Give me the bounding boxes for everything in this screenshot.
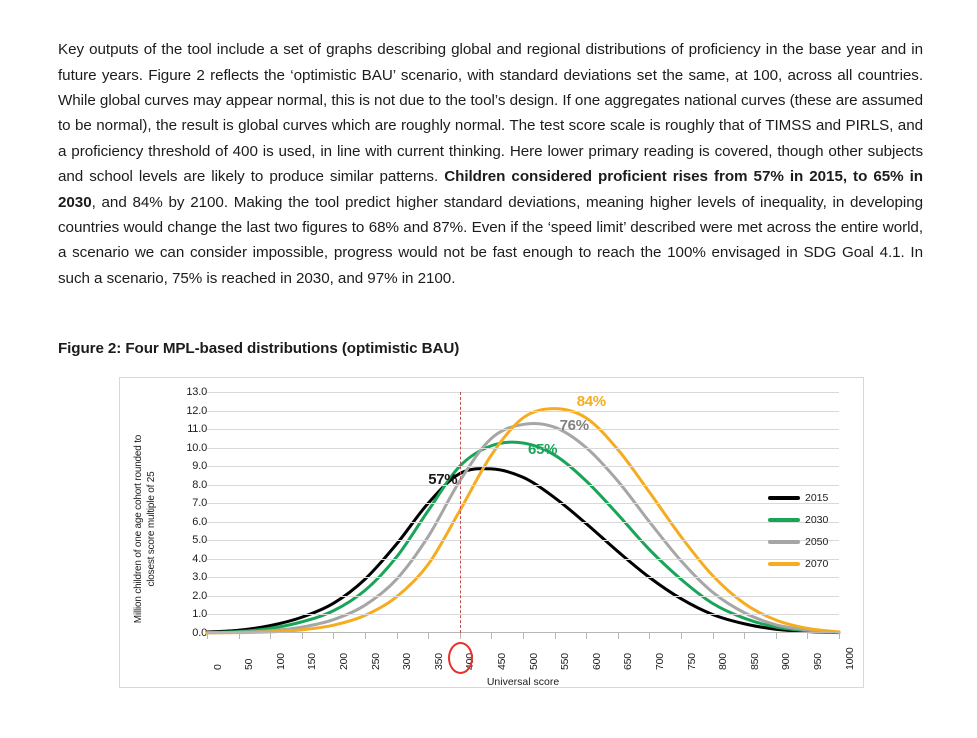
y-tick-label: 11.0 — [187, 423, 207, 436]
paragraph-run-2: , and 84% by 2100. Making the tool predict higher standard deviations, meaning higher levels of inequality, in developing countries would change the last two figures to 68% and 87%. Even if the ‘speed limit’ described were met across the entire world, a scenario we can consider impossible, progress would not be fast enough to reach the 100% envisaged in SDG Goal 4.1. In such a scenario, 75% is reached in 2030, and 97% in 2100. — [58, 193, 923, 287]
plot-area — [207, 392, 839, 633]
paragraph-run-1: Children considered proficient rises from 57% in 2015, to 65% in 2030 — [58, 168, 924, 211]
y-tick-label: 5.0 — [192, 534, 207, 547]
curve-2015 — [207, 469, 839, 633]
x-tick-label-0: 0 — [211, 664, 224, 670]
proficiency-threshold-line — [460, 392, 461, 633]
x-tick-mark — [460, 633, 461, 639]
x-tick-mark — [365, 633, 366, 639]
x-tick-mark — [428, 633, 429, 639]
gridline — [207, 411, 839, 412]
x-tick-label-100: 100 — [274, 653, 287, 670]
legend-swatch-2070 — [768, 562, 800, 566]
y-tick-label: 4.0 — [192, 552, 207, 565]
curve-label-2050: 76% — [559, 417, 589, 435]
gridline — [207, 577, 839, 578]
x-tick-label-750: 750 — [685, 653, 698, 670]
x-tick-label-650: 650 — [622, 653, 635, 670]
y-axis-ticks — [120, 378, 207, 687]
x-tick-label-850: 850 — [748, 653, 761, 670]
legend-item-2015 — [768, 487, 860, 509]
x-tick-mark — [270, 633, 271, 639]
x-tick-label-950: 950 — [811, 653, 824, 670]
x-tick-mark — [618, 633, 619, 639]
gridline — [207, 503, 839, 504]
x-tick-label-300: 300 — [401, 653, 414, 670]
figure-caption: Figure 2: Four MPL-based distributions (optimistic BAU) — [58, 340, 460, 357]
x-tick-label-450: 450 — [495, 653, 508, 670]
y-tick-label: 13.0 — [186, 386, 207, 398]
curve-label-2070: 84% — [576, 393, 606, 411]
x-tick-mark — [555, 633, 556, 639]
x-tick-label-550: 550 — [559, 653, 572, 670]
gridline — [207, 540, 839, 541]
x-axis-title: Universal score — [486, 676, 560, 688]
gridline — [207, 448, 839, 449]
x-tick-label-50: 50 — [243, 658, 256, 670]
body-paragraph — [58, 37, 923, 291]
x-tick-mark — [302, 633, 303, 639]
gridline — [207, 522, 839, 523]
y-tick-label: 8.0 — [192, 478, 207, 491]
gridline — [207, 429, 839, 430]
legend-label-2050: 2050 — [805, 536, 829, 548]
y-tick-label: 9.0 — [192, 460, 207, 473]
x-tick-mark — [776, 633, 777, 639]
y-tick-label: 12.0 — [186, 404, 207, 417]
legend-swatch-2030 — [768, 518, 800, 522]
x-tick-label-700: 700 — [653, 653, 666, 670]
x-tick-label-600: 600 — [590, 653, 603, 670]
legend-item-2070 — [768, 553, 860, 575]
y-axis-title-line-2: closest score multiple of 25 — [146, 471, 157, 587]
y-tick-label: 7.0 — [192, 497, 207, 510]
x-tick-label-150: 150 — [306, 653, 319, 670]
gridline — [207, 466, 839, 467]
legend-label-2030: 2030 — [805, 514, 829, 526]
x-tick-mark — [397, 633, 398, 639]
legend-label-2015: 2015 — [805, 492, 829, 504]
paragraph-run-0: Key outputs of the tool include a set of graphs describing global and regional distributions of proficiency in the base year and in future years. Figure 2 reflects the ‘optimistic BAU’ scenario, with standard deviations set the same, at 100, across all countries. While global curves may appear normal, this is not due to the tool’s design. If one aggregates national curves (these are assumed to be normal), the result is global curves which are roughly normal. The test score scale is roughly that of TIMSS and PIRLS, and a proficiency threshold of 400 is used, in line with current thinking. Here lower primary reading is covered, though other subjects and school levels are likely to produce similar patterns. — [58, 41, 923, 186]
y-tick-label: 3.0 — [192, 571, 207, 584]
x-tick-label-800: 800 — [717, 653, 730, 670]
curve-label-2015: 57% — [428, 470, 458, 488]
y-tick-label: 10.0 — [186, 441, 207, 454]
legend-label-2070: 2070 — [805, 558, 829, 570]
x-tick-label-1000: 1000 — [843, 647, 856, 670]
x-tick-mark — [586, 633, 587, 639]
x-tick-label-200: 200 — [337, 653, 350, 670]
chart-legend — [768, 487, 860, 575]
y-axis-title-line-1: Million children of one age cohort rounded to — [133, 434, 144, 624]
x-tick-mark — [523, 633, 524, 639]
x-tick-mark — [807, 633, 808, 639]
x-tick-mark — [207, 633, 208, 639]
legend-item-2050 — [768, 531, 860, 553]
x-tick-mark — [491, 633, 492, 639]
x-tick-mark — [239, 633, 240, 639]
curve-label-2030: 65% — [528, 441, 558, 459]
x-tick-label-500: 500 — [527, 653, 540, 670]
x-tick-label-250: 250 — [369, 653, 382, 670]
gridline — [207, 485, 839, 486]
legend-swatch-2050 — [768, 540, 800, 544]
x-tick-mark — [839, 633, 840, 639]
gridline — [207, 596, 839, 597]
legend-item-2030 — [768, 509, 860, 531]
legend-swatch-2015 — [768, 496, 800, 500]
gridline — [207, 392, 839, 393]
x-tick-mark — [713, 633, 714, 639]
x-tick-mark — [649, 633, 650, 639]
x-tick-label-400: 400 — [464, 653, 477, 670]
x-tick-mark — [333, 633, 334, 639]
x-tick-mark — [744, 633, 745, 639]
x-tick-mark — [681, 633, 682, 639]
gridline — [207, 559, 839, 560]
y-tick-label: 1.0 — [192, 608, 207, 621]
figure-2-chart — [119, 377, 864, 688]
x-axis-ticks — [207, 640, 856, 680]
chart-inner — [120, 378, 863, 687]
y-tick-label: 6.0 — [192, 515, 207, 528]
y-tick-label: 0.0 — [192, 627, 207, 639]
x-tick-label-900: 900 — [780, 653, 793, 670]
gridline — [207, 614, 839, 615]
curve-2050 — [207, 423, 839, 632]
y-tick-label: 2.0 — [192, 589, 207, 602]
x-tick-label-350: 350 — [432, 653, 445, 670]
